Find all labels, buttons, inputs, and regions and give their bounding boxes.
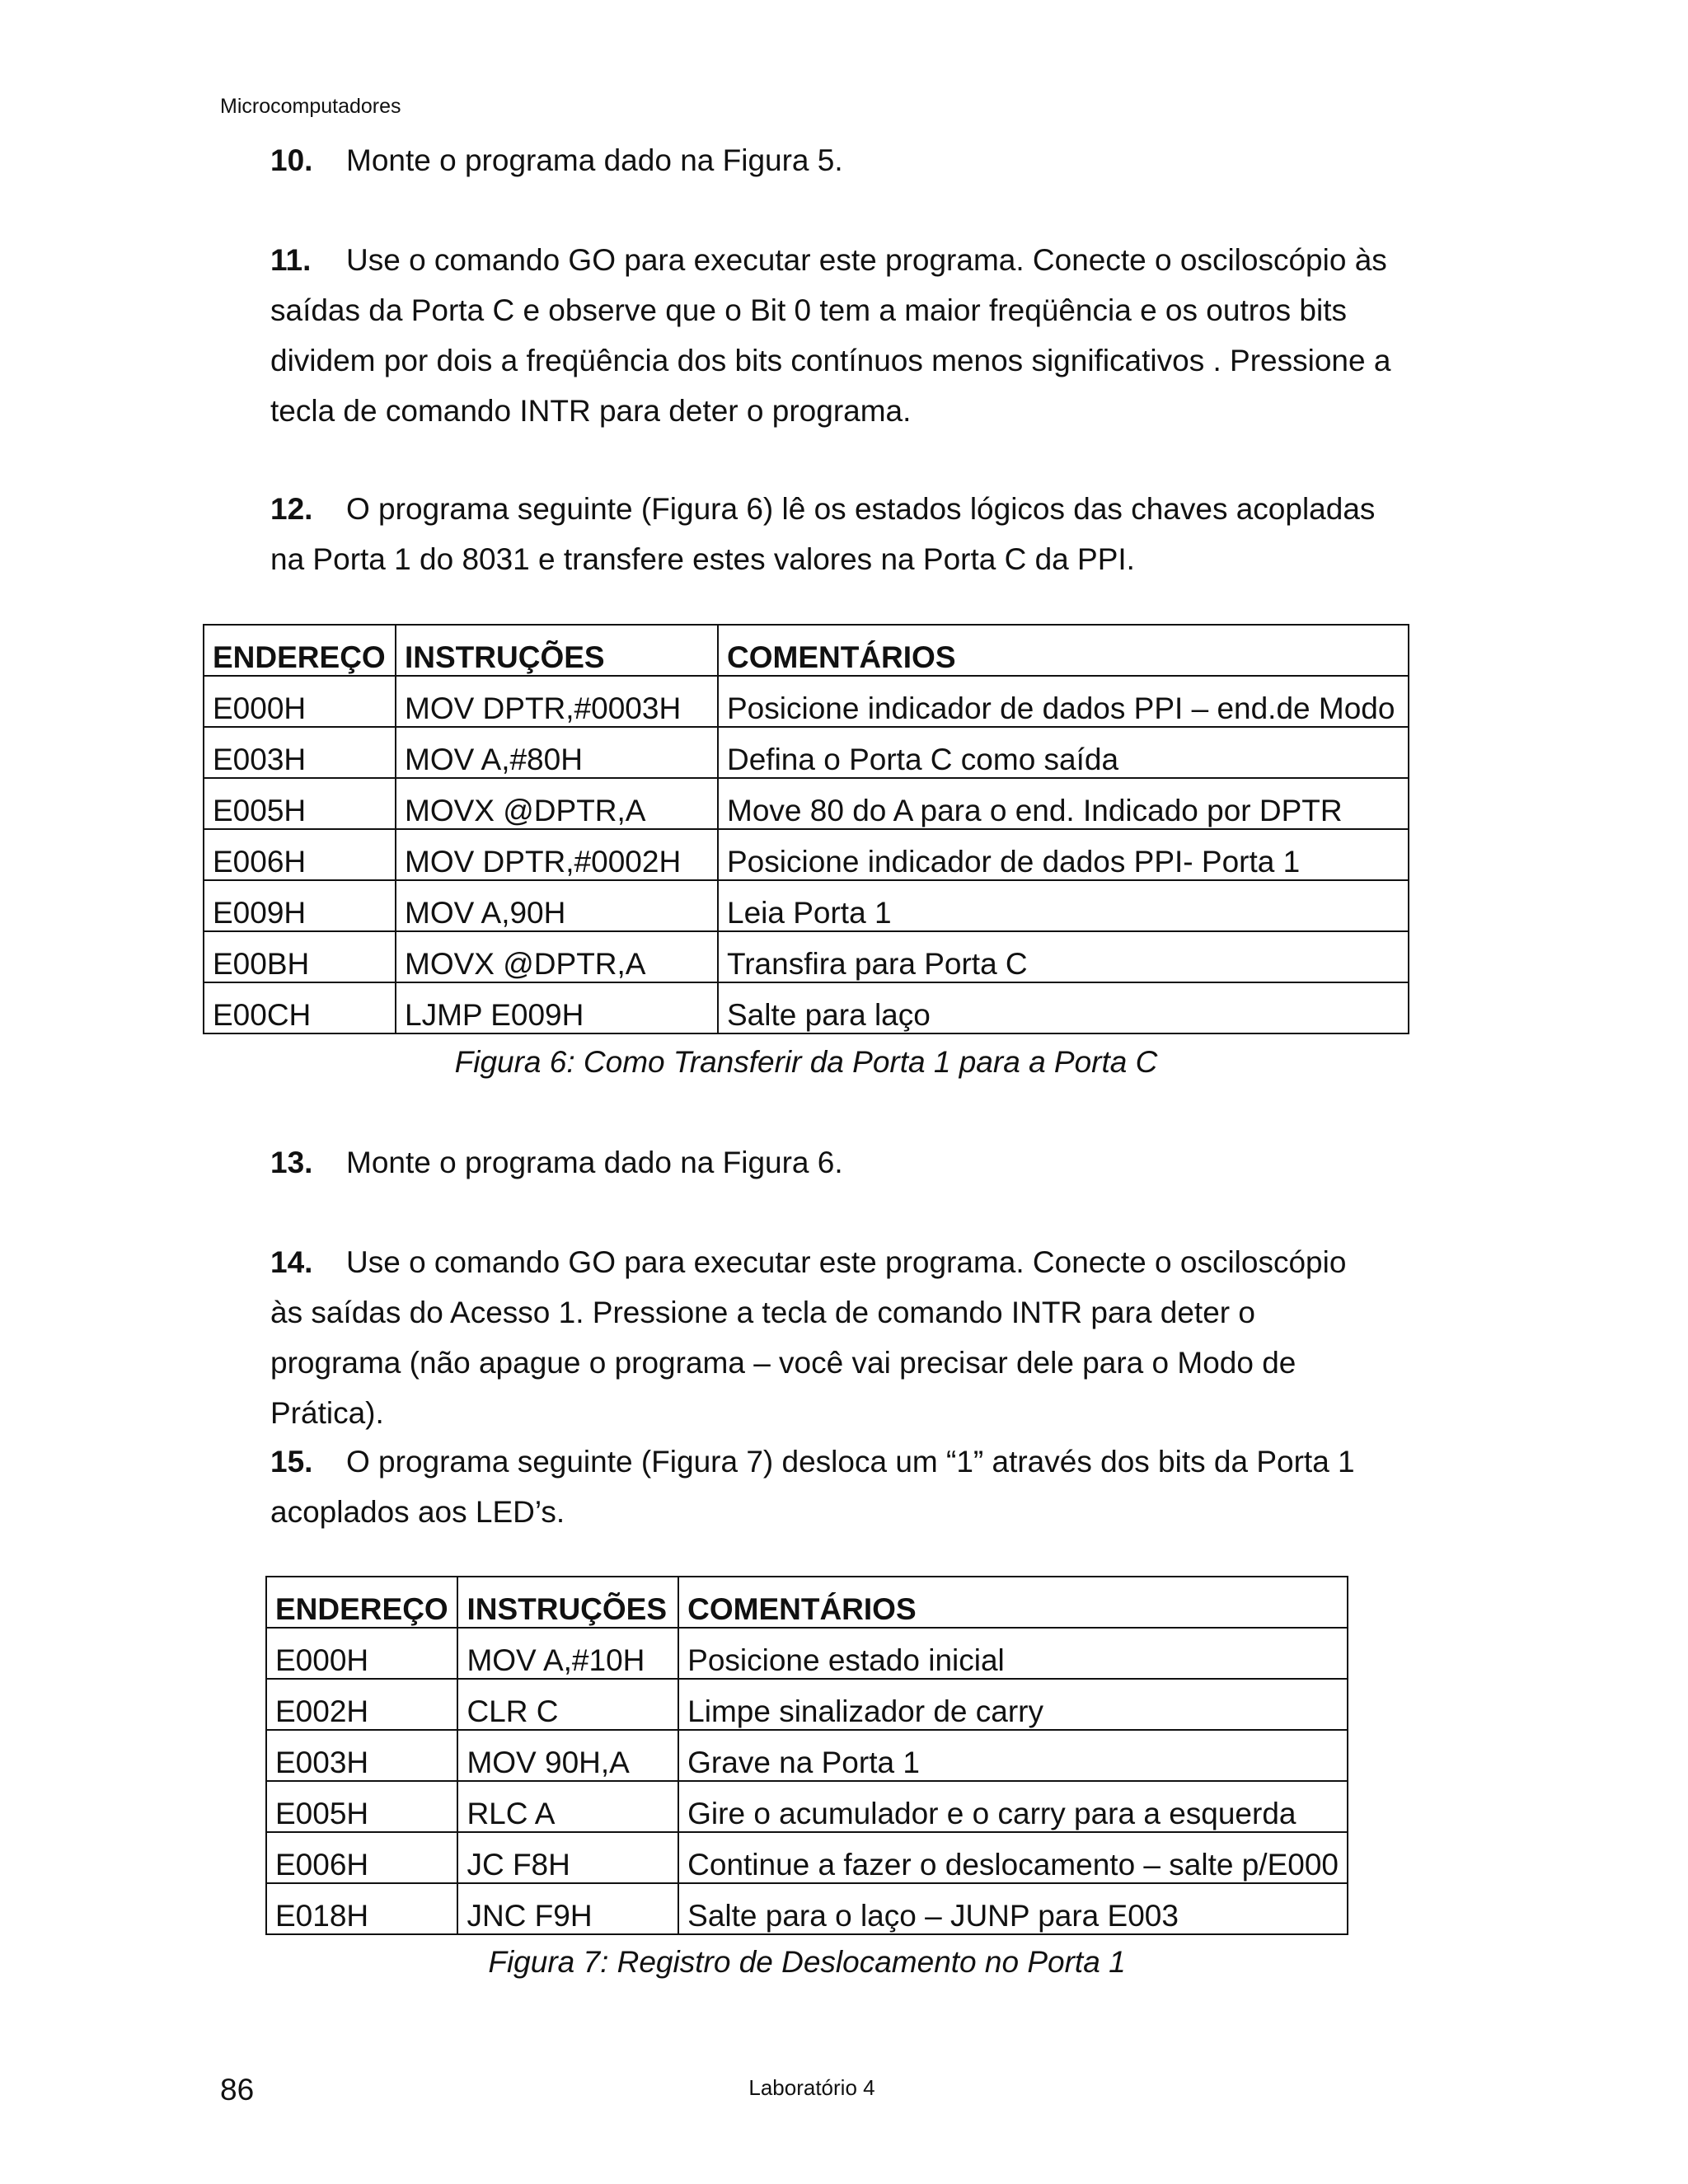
comment-cell: Salte para laço (718, 982, 1409, 1033)
step-15 (270, 1436, 1375, 1537)
instruction-cell: JNC F9H (457, 1883, 678, 1934)
table-row (204, 727, 1409, 778)
header-endereco: ENDEREÇO (204, 625, 396, 676)
table-row (266, 1730, 1348, 1781)
table-row (204, 880, 1409, 931)
step-text: Use o comando GO para executar este programa. Conecte o osciloscópio às saídas da Porta C e observe que o Bit 0 tem a maior freqüência e os outros bits dividem por dois a freqüência dos bits contínuos menos significativos . Pressione a tecla de comando INTR para deter o programa. (270, 243, 1391, 428)
address-cell: E003H (266, 1730, 457, 1781)
table-row (204, 676, 1409, 727)
table-row (266, 1781, 1348, 1832)
table-row (266, 1832, 1348, 1883)
step-text: Use o comando GO para executar este programa. Conecte o osciloscópio às saídas do Acesso 1. Pressione a tecla de comando INTR para deter o programa (não apague o programa – você vai precisar dele para o Modo de Prática). (270, 1245, 1347, 1430)
address-cell: E009H (204, 880, 396, 931)
step-number: 10. (270, 143, 313, 177)
comment-cell: Grave na Porta 1 (678, 1730, 1348, 1781)
address-cell: E003H (204, 727, 396, 778)
comment-cell: Leia Porta 1 (718, 880, 1409, 931)
instruction-cell: MOV DPTR,#0002H (396, 829, 718, 880)
instruction-cell: JC F8H (457, 1832, 678, 1883)
step-number: 11. (270, 243, 312, 277)
comment-cell: Posicione indicador de dados PPI- Porta 1 (718, 829, 1409, 880)
table-row (266, 1628, 1348, 1679)
instruction-cell: LJMP E009H (396, 982, 718, 1033)
figure-7-table (265, 1576, 1348, 1935)
footer-lab-title: Laboratório 4 (748, 2075, 875, 2100)
step-number: 13. (270, 1146, 313, 1179)
address-cell: E018H (266, 1883, 457, 1934)
comment-cell: Salte para o laço – JUNP para E003 (678, 1883, 1348, 1934)
step-text: Monte o programa dado na Figura 6. (346, 1146, 843, 1179)
step-10 (270, 135, 1424, 185)
step-text: Monte o programa dado na Figura 5. (346, 143, 843, 177)
table-header-row (266, 1577, 1348, 1628)
table-row (266, 1679, 1348, 1730)
instruction-cell: MOVX @DPTR,A (396, 931, 718, 982)
header-endereco: ENDEREÇO (266, 1577, 457, 1628)
header-instrucoes: INSTRUÇÕES (457, 1577, 678, 1628)
instruction-cell: MOV A,#10H (457, 1628, 678, 1679)
step-14 (270, 1237, 1375, 1438)
table-row (204, 931, 1409, 982)
comment-cell: Transfira para Porta C (718, 931, 1409, 982)
step-text: O programa seguinte (Figura 6) lê os estados lógicos das chaves acopladas na Porta 1 do 8031 e transfere estes valores na Porta C da PPI. (270, 492, 1376, 576)
comment-cell: Continue a fazer o deslocamento – salte p/E000 (678, 1832, 1348, 1883)
comment-cell: Gire o acumulador e o carry para a esquerda (678, 1781, 1348, 1832)
comment-cell: Posicione indicador de dados PPI – end.de Modo (718, 676, 1409, 727)
figure-7-caption: Figura 7: Registro de Deslocamento no Porta 1 (488, 1945, 1126, 1979)
instruction-cell: MOV 90H,A (457, 1730, 678, 1781)
figure-6-caption: Figura 6: Como Transferir da Porta 1 para a Porta C (454, 1045, 1158, 1079)
instruction-cell: MOV A,90H (396, 880, 718, 931)
running-header: Microcomputadores (220, 95, 401, 118)
step-12 (270, 484, 1416, 584)
address-cell: E005H (266, 1781, 457, 1832)
header-instrucoes: INSTRUÇÕES (396, 625, 718, 676)
instruction-cell: MOV DPTR,#0003H (396, 676, 718, 727)
instruction-cell: CLR C (457, 1679, 678, 1730)
table-row (266, 1883, 1348, 1934)
address-cell: E00CH (204, 982, 396, 1033)
instruction-cell: RLC A (457, 1781, 678, 1832)
instruction-cell: MOVX @DPTR,A (396, 778, 718, 829)
step-11 (270, 235, 1416, 436)
header-comentarios: COMENTÁRIOS (718, 625, 1409, 676)
step-number: 14. (270, 1245, 313, 1279)
address-cell: E005H (204, 778, 396, 829)
table-row (204, 829, 1409, 880)
comment-cell: Limpe sinalizador de carry (678, 1679, 1348, 1730)
table-header-row (204, 625, 1409, 676)
instruction-cell: MOV A,#80H (396, 727, 718, 778)
comment-cell: Posicione estado inicial (678, 1628, 1348, 1679)
header-comentarios: COMENTÁRIOS (678, 1577, 1348, 1628)
address-cell: E000H (204, 676, 396, 727)
table-row (204, 778, 1409, 829)
address-cell: E000H (266, 1628, 457, 1679)
address-cell: E002H (266, 1679, 457, 1730)
step-text: O programa seguinte (Figura 7) desloca um “1” através dos bits da Porta 1 acoplados aos LED’s. (270, 1445, 1355, 1529)
table-row (204, 982, 1409, 1033)
address-cell: E006H (204, 829, 396, 880)
page-number: 86 (220, 2073, 255, 2107)
step-number: 15. (270, 1445, 313, 1479)
comment-cell: Defina o Porta C como saída (718, 727, 1409, 778)
address-cell: E006H (266, 1832, 457, 1883)
address-cell: E00BH (204, 931, 396, 982)
step-13 (270, 1137, 1424, 1188)
step-number: 12. (270, 492, 313, 526)
comment-cell: Move 80 do A para o end. Indicado por DPTR (718, 778, 1409, 829)
figure-6-table (203, 624, 1409, 1034)
